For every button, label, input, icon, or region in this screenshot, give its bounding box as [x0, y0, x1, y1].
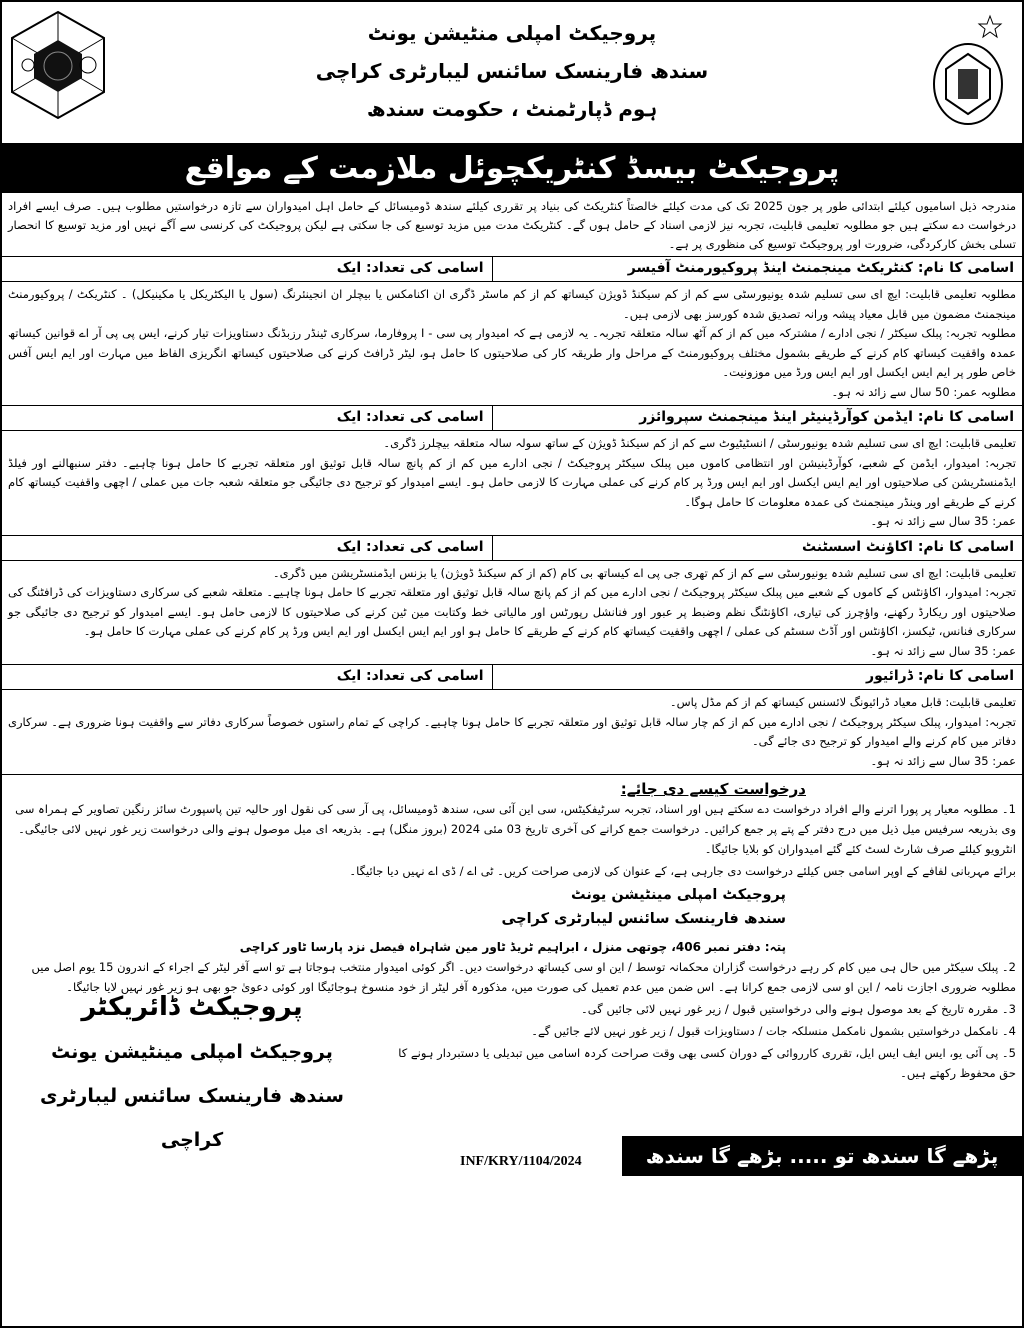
job-age: عمر: 35 سال سے زائد نہ ہو۔: [870, 514, 1016, 528]
signature-unit: پروجیکٹ امپلی مینٹیشن یونٹ: [51, 1041, 333, 1063]
banner-title: پروجیکٹ بیسڈ کنٹریکچوئل ملازمت کے مواقع: [2, 145, 1022, 193]
job-title: اسامی کا نام: ڈرائیور: [492, 665, 1022, 689]
job-education: تعلیمی قابلیت: قابل معیاد ڈرائیونگ لائسنس کیساتھ کم از کم مڈل پاس۔: [669, 695, 1016, 709]
job-count: اسامی کی تعداد: ایک: [336, 538, 484, 555]
job-section: [2, 405, 1022, 535]
job-age: مطلوبہ عمر: 50 سال سے زائد نہ ہو۔: [831, 384, 1016, 399]
job-education: تعلیمی قابلیت: ایچ ای سی تسلیم شدہ یونیورسٹی سے کم از کم تھری جی پی اے کیساتھ بی کام (کم از کم سیکنڈ ڈویژن) یا بزنس ایڈمنسٹریشن میں ڈگری۔: [272, 565, 1016, 580]
apply-item-1-note: برائے مہربانی لفافے کے اوپر اسامی جس کیلئے درخواست دی جارہی ہے، کے عنوان کی لازمی صراحت کریں۔ ٹی اے / ڈی اے نہیں دیا جائیگا۔: [349, 864, 1016, 878]
job-age: عمر: 35 سال سے زائد نہ ہو۔: [870, 643, 1016, 658]
how-to-apply-section: [2, 774, 1022, 1176]
job-section: [2, 535, 1022, 665]
unit-name: پروجیکٹ امپلی مینٹیشن یونٹ: [570, 887, 786, 903]
job-title: اسامی کا نام: ایڈمن کوآرڈینیٹر اینڈ مینجمنٹ سپروائزر: [492, 406, 1022, 430]
header-line-3: ہوم ڈپارٹمنٹ ، حکومت سندھ: [366, 97, 658, 121]
signature-lab: سندھ فارینسک سائنس لیبارٹری کراچی: [40, 1085, 344, 1151]
apply-item-4: 4۔ نامکمل درخواستیں بشمول نامکمل منسلکہ جات / دستاویزات قبول / زیر غور نہیں لائے جائیں گے۔: [531, 1024, 1016, 1038]
slogan-banner: پڑھے گا سندھ تو ..... بڑھے گا سندھ: [622, 1136, 1022, 1176]
apply-item-2: 2۔ پبلک سیکٹر میں حال ہی میں کام کر رہے درخواست گزاران محکمانہ توسط / این او سی کیساتھ درخواست دیں۔ اگر کوئی امیدوار منتخب ہوجاتا ہے تو اسے آفر لیٹر کے اجراء کے اندرون 15 یوم اصل میں مطلوبہ ضروری اجازت نامہ / این او سی لازمی جمع کرانا ہے۔ اس ضمن میں عدم تعمیل کی صورت میں، مذکورہ آفر لیٹر از خود منسوخ ہوجائیگا اور کوئی دعویٰ جو بھی ہو زیر غور نہیں لایا جائیگا۔: [31, 960, 1016, 994]
apply-item-5: 5۔ پی آئی یو، ایس ایف ایس ایل، تقرری کارروائی کے دوران کسی بھی وقت صراحت کردہ اسامی میں تبدیلی یا دستبردار ہونے کا حق محفوظ رکھتے ہیں۔: [398, 1046, 1016, 1080]
header-line-2: سندھ فارینسک سائنس لیبارٹری کراچی: [315, 59, 709, 83]
job-experience: تجربہ: امیدوار، ایڈمن کے شعبے، کوآرڈینیشن اور انتظامی کاموں میں پبلک سیکٹر پروجیکٹ / نجی ادارے میں کم از کم پانچ سالہ قابل توثیق اور متعلقہ تجربے کا حامل ہونا چاہیے۔ دفتر سنبھالنے اور فیلڈ ایڈمنسٹریشن کی صلاحیتوں اور ایم ایس ایکسل اور ایم ایس ورڈ پر کام کرنے کی عملی مہارت کا لازمی حامل ہو۔ ایسے امیدوار کو ترجیح دی جائیگی جو متعلقہ شعبہ جات میں عملی / اچھی واقفیت کیساتھ کام کرنے کے طریقے اور وینڈر مینجمنٹ کی عمدہ معلومات کا حامل ہوگا۔: [8, 455, 1016, 509]
job-title: اسامی کا نام: اکاؤنٹ اسسٹنٹ: [492, 536, 1022, 560]
lab-name: سندھ فارینسک سائنس لیبارٹری کراچی: [501, 911, 786, 927]
job-education: تعلیمی قابلیت: ایچ ای سی تسلیم شدہ یونیورسٹی / انسٹیٹیوٹ سے کم از کم سیکنڈ ڈویژن کے ساتھ سولہ سالہ متعلقہ بیچلرز ڈگری۔: [383, 436, 1016, 450]
header-line-1: پروجیکٹ امپلی منٹیشن یونٹ: [367, 21, 657, 45]
reference-number: INF/KRY/1104/2024: [460, 1154, 582, 1169]
apply-item-1: 1۔ مطلوبہ معیار پر پورا اترنے والے افراد درخواست دے سکتے ہیں اور اسناد، تجربہ سرٹیفکیٹس، سی این آئی سی، سندھ ڈومیسائل، پی آر سی کی نقول اور حالیہ تین پاسپورٹ سائز رنگین تصاویر کے ہمراہ سی وی بذریعہ سرفیس میل ذیل میں درج دفتر کے پتے پر جمع کرائیں۔ درخواست جمع کرانے کی آخری تاریخ 03 مئی 2024 (بروز منگل) ہے۔ بذریعہ ای میل موصول ہونے والی درخواست زیر غور نہیں لائی جائیگی۔ انٹرویو کیلئے صرف شارٹ لسٹ کئے گئے امیدواران کو بلایا جائیگا۔: [15, 802, 1016, 856]
signature-block: [22, 984, 362, 1162]
job-count: اسامی کی تعداد: ایک: [336, 668, 484, 684]
job-section: [2, 664, 1022, 774]
job-experience: تجربہ: امیدوار، اکاؤنٹس کے کاموں کے شعبے میں پبلک سیکٹر پروجیکٹ / نجی ادارے میں کم از کم پانچ سالہ قابل توثیق اور متعلقہ تجربے کا حامل ہونا چاہیے۔ متعلقہ شعبے کی سرکاری دستاویزات کی ڈرافٹنگ کی صلاحیتوں اور ریکارڈ رکھنے، واؤچرز کی تیاری، اکاؤنٹنگ نظم وضبط پر عبور اور فنانشل رپورٹس اور مالیاتی خط وکتابت مین ٹین کرنے کی صلاحیتوں کا لازمی حامل ہو۔ ایسے امیدوار کو ترجیح دی جائیگی جو سرکاری فنانس، ٹیکسز، اکاؤنٹس اور آڈٹ سسٹم کی عملی / اچھی واقفیت کیساتھ کام کرنے کے طریقے کا حامل ہو اور ایم ایس ایکسل اور ایم ایس ورڈ پر کام کرنے کی عملی مہارت کا حامل ہو۔: [8, 585, 1016, 638]
job-section: [2, 256, 1022, 405]
how-to-apply-title: درخواست کیسے دی جائے:: [620, 780, 806, 798]
job-education: مطلوبہ تعلیمی قابلیت: ایچ ای سی تسلیم شدہ یونیورسٹی سے کم از کم سیکنڈ ڈویژن کیساتھ کم از کم ماسٹر ڈگری ان اکنامکس یا بیچلر ان انجینئرنگ (سول یا الیکٹریکل یا مکینیکل) ۔ کنٹریکٹ / پروکیورمنٹ مینجمنٹ مضمون میں قابل معیاد پیشہ ورانہ تصدیق شدہ کورسز بھی لازمی ہیں۔: [8, 287, 1016, 321]
job-age: عمر: 35 سال سے زائد نہ ہو۔: [870, 753, 1016, 768]
job-title: اسامی کا نام: کنٹریکٹ مینجمنٹ اینڈ پروکیورمنٹ آفیسر: [492, 257, 1022, 281]
forensic-lab-logo-icon: [10, 10, 106, 120]
job-experience: مطلوبہ تجربہ: پبلک سیکٹر / نجی ادارے / مشترکہ میں کم از کم آٹھ سالہ متعلقہ تجربہ۔ یہ لازمی ہے کہ امیدوار پی سی - I پروفارما، سرکاری ٹینڈر رزبڈنگ دستاویزات تیار کرنے، ایس پی پی آر اے قوانین کیساتھ عمدہ واقفیت کیساتھ کام کرنے کے طریقے بشمول مختلف پروکیورمنٹ کے مراحل وار طریقہ کار کی صلاحیتوں کا حامل ہو، لیٹر ڈرافٹ کرنے کی صلاحیتوں کیساتھ انگریزی الفاظ میں مہارت اور ایم ایس آفس خاص طور پر ایم ایس ایکسل اور ایم ایس ورڈ میں موزونیت۔: [8, 326, 1016, 379]
header: [2, 2, 1022, 145]
apply-item-3: 3۔ مقررہ تاریخ کے بعد موصول ہونے والی درخواستیں قبول / زیر غور نہیں لائی جائیں گی۔: [580, 1002, 1016, 1016]
job-count: اسامی کی تعداد: ایک: [336, 409, 484, 425]
job-count: اسامی کی تعداد: ایک: [336, 260, 484, 276]
job-experience: تجربہ: امیدوار، پبلک سیکٹر پروجیکٹ / نجی ادارے میں کم از کم چار سالہ قابل توثیق اور متعلقہ تجربے کا حامل ہونا چاہیے۔ کراچی کے تمام راستوں خصوصاً سرکاری دفاتر سے واقفیت ہونا ضروری ہے۔ سرکاری دفاتر میں کام کرنے والے امیدوار کو ترجیح دی جائے گی۔: [8, 714, 1016, 748]
director-title: پروجیکٹ ڈائریکٹر: [81, 992, 303, 1022]
sindh-government-seal-icon: [928, 14, 1008, 132]
office-address: پتہ: دفتر نمبر 406، چوتھی منزل ، ابراہیم ٹریڈ ٹاور مین شاہراہ فیصل نزد پارسا ٹاور کراچی: [239, 940, 786, 954]
intro-paragraph: مندرجہ ذیل اسامیوں کیلئے ابتدائی طور پر جون 2025 تک کی مدت کیلئے خالصتاً کنٹریکٹ کی بنیاد پر تقرری کیلئے سندھ ڈومیسائل کے حامل اہل امیدواران سے تازہ درخواستیں مطلوب ہیں۔ صرف ایسے افراد درخواست دے سکتے ہیں جو مطلوبہ تعلیمی قابلیت، تجربہ نیز لازمی اسناد کے حامل ہوں گے۔ کنٹریکٹ مدت میں مزید توسیع کی جا سکتی ہے لیکن پروجیکٹ کی کرنسی سے آگے نہیں اور مزید توسیع کا انحصار تسلی بخش کارکردگی، ضرورت اور پروجیکٹ توسیع کی منظوری پر ہے۔: [8, 199, 1016, 251]
